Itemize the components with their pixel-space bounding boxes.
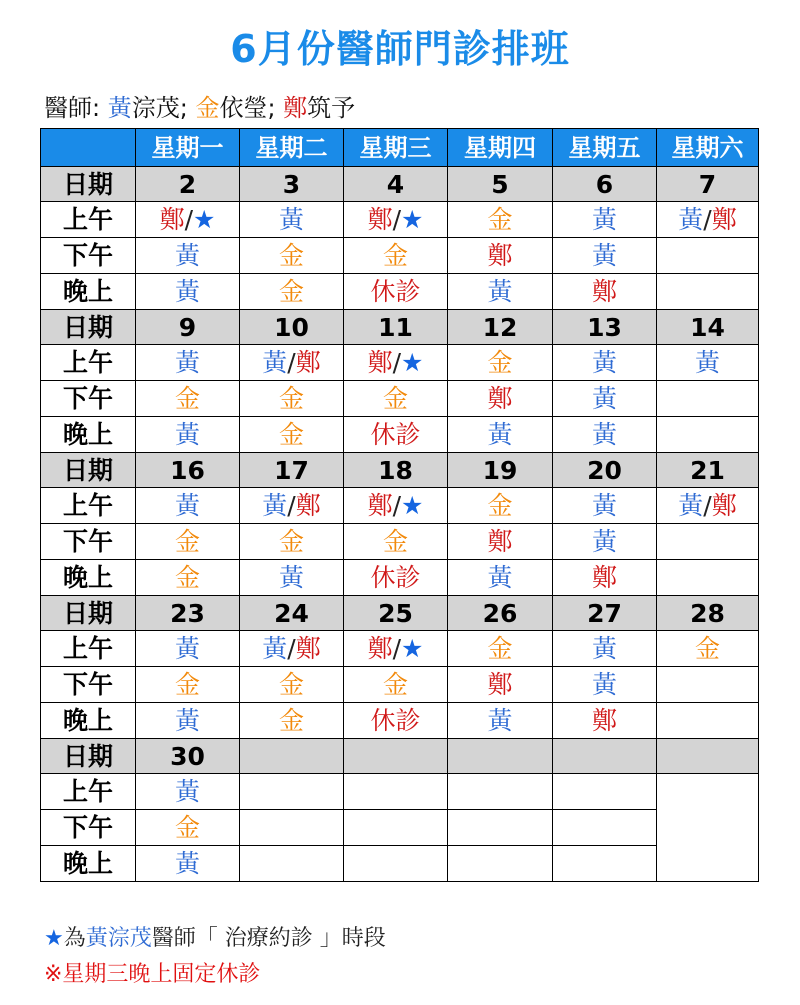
schedule-cell: [553, 524, 657, 560]
row-label: 下午: [41, 810, 136, 846]
date-cell: 16: [136, 453, 240, 488]
date-row: [41, 739, 759, 774]
schedule-cell: [553, 345, 657, 381]
weekday-header: 星期三: [344, 129, 448, 167]
page-title: 6月份醫師門診排班: [230, 27, 570, 71]
date-row: [41, 453, 759, 488]
schedule-cell: [240, 488, 344, 524]
doctor-mark: 鄭: [591, 277, 617, 306]
doctor-mark: 黃: [591, 670, 617, 699]
row-label: 日期: [41, 739, 136, 774]
schedule-cell: [553, 381, 657, 417]
doctor-mark: 黃: [174, 420, 200, 449]
doctor-mark: 休診: [370, 277, 421, 306]
row-label: 晚上: [41, 703, 136, 739]
doctor-mark: 黃: [262, 491, 288, 520]
schedule-cell: [448, 238, 553, 274]
schedule-cell: [136, 703, 240, 739]
slot-row-eve: [41, 274, 759, 310]
doctor-mark: 鄭: [487, 384, 513, 413]
doctor-mark: 黃: [678, 491, 704, 520]
doctor-zheng-mark: 鄭: [283, 94, 308, 122]
schedule-cell: [657, 560, 759, 596]
schedule-cell: [448, 560, 553, 596]
schedule-cell: [136, 417, 240, 453]
schedule-cell: [344, 238, 448, 274]
slash-separator: /: [703, 491, 712, 520]
doctor-mark: 黃: [694, 348, 720, 377]
doctor-mark: 金: [382, 670, 408, 699]
doctor-mark: 金: [174, 527, 200, 556]
row-label: 日期: [41, 596, 136, 631]
doctor-jin-name: 依瑩: [219, 94, 268, 122]
schedule-body: [41, 167, 759, 882]
slash-separator: /: [392, 205, 402, 234]
weekday-header: 星期二: [240, 129, 344, 167]
doctor-mark: 黃: [487, 420, 513, 449]
doctor-mark: 黃: [591, 634, 617, 663]
date-cell: 27: [553, 596, 657, 631]
schedule-cell: [136, 345, 240, 381]
schedule-cell: [553, 846, 657, 882]
slot-row-am: [41, 345, 759, 381]
schedule-cell: [553, 274, 657, 310]
date-cell: [657, 739, 759, 774]
row-label: 下午: [41, 238, 136, 274]
date-cell: 18: [344, 453, 448, 488]
footer-note-pre: 為: [63, 926, 86, 951]
schedule-cell: [657, 703, 759, 739]
schedule-cell: [344, 667, 448, 703]
doctor-jin-mark: 金: [195, 94, 220, 122]
schedule-cell: [448, 774, 553, 810]
row-label: 上午: [41, 202, 136, 238]
schedule-cell: [553, 774, 657, 810]
doctor-mark: 鄭: [487, 241, 513, 270]
schedule-cell: [448, 703, 553, 739]
doctor-mark: 金: [382, 527, 408, 556]
doctor-mark: 金: [487, 348, 513, 377]
weekday-header: 星期一: [136, 129, 240, 167]
doctor-mark: 休診: [370, 420, 421, 449]
schedule-cell: [448, 810, 553, 846]
doctor-mark: 黃: [591, 527, 617, 556]
row-label: 晚上: [41, 560, 136, 596]
doctor-legend: [44, 88, 355, 123]
slash-separator: /: [392, 491, 402, 520]
slot-row-eve: [41, 703, 759, 739]
doctor-mark: 鄭: [367, 634, 393, 663]
schedule-cell: [448, 345, 553, 381]
schedule-cell: [240, 810, 344, 846]
doctor-legend-sep: ;: [179, 94, 196, 122]
schedule-cell: [657, 774, 759, 882]
doctor-mark: 金: [382, 384, 408, 413]
footer-note-treatment: [44, 921, 386, 952]
date-cell: 21: [657, 453, 759, 488]
doctor-mark: 休診: [370, 563, 421, 592]
schedule-cell: [657, 238, 759, 274]
doctor-mark: 鄭: [367, 205, 393, 234]
row-label: 上午: [41, 345, 136, 381]
doctor-mark: 金: [278, 420, 304, 449]
date-cell: 2: [136, 167, 240, 202]
slash-separator: /: [392, 348, 402, 377]
schedule-cell: [553, 810, 657, 846]
schedule-cell: [448, 417, 553, 453]
weekday-header: 星期四: [448, 129, 553, 167]
schedule-cell: [240, 274, 344, 310]
doctor-mark: 金: [174, 384, 200, 413]
schedule-cell: [657, 381, 759, 417]
schedule-cell: [240, 524, 344, 560]
row-label: 上午: [41, 488, 136, 524]
doctor-mark: 黃: [174, 277, 200, 306]
schedule-cell: [136, 274, 240, 310]
row-label: 上午: [41, 774, 136, 810]
schedule-cell: [657, 524, 759, 560]
schedule-cell: [344, 417, 448, 453]
date-cell: 10: [240, 310, 344, 345]
date-cell: 23: [136, 596, 240, 631]
schedule-cell: [448, 846, 553, 882]
date-row: [41, 167, 759, 202]
doctor-mark: 金: [487, 634, 513, 663]
schedule-cell: [344, 774, 448, 810]
slot-row-eve: [41, 846, 759, 882]
slot-row-pm: [41, 667, 759, 703]
doctor-huang-mark: 黃: [107, 94, 132, 122]
schedule-cell: [240, 846, 344, 882]
schedule-cell: [657, 345, 759, 381]
doctor-mark: 鄭: [295, 634, 321, 663]
footer-note-closed: ※星期三晚上固定休診: [44, 962, 261, 987]
schedule-cell: [344, 560, 448, 596]
date-cell: 4: [344, 167, 448, 202]
schedule-cell: [344, 345, 448, 381]
schedule-cell: [344, 274, 448, 310]
schedule-cell: [240, 238, 344, 274]
doctor-mark: 黃: [278, 205, 304, 234]
doctor-mark: 黃: [174, 491, 200, 520]
doctor-mark: 休診: [370, 706, 421, 735]
slot-row-am: [41, 631, 759, 667]
schedule-cell: [240, 667, 344, 703]
doctor-mark: 金: [174, 563, 200, 592]
schedule-cell: [136, 631, 240, 667]
date-cell: 3: [240, 167, 344, 202]
doctor-mark: 金: [487, 205, 513, 234]
doctor-mark: 金: [382, 241, 408, 270]
star-icon: ★: [401, 205, 424, 234]
doctor-mark: 金: [278, 384, 304, 413]
schedule-cell: [240, 703, 344, 739]
schedule-cell: [136, 488, 240, 524]
schedule-cell: [657, 667, 759, 703]
doctor-mark: 金: [278, 706, 304, 735]
slot-row-eve: [41, 560, 759, 596]
star-icon: ★: [401, 348, 424, 377]
slash-separator: /: [287, 491, 296, 520]
date-cell: 20: [553, 453, 657, 488]
weekday-header: 星期五: [553, 129, 657, 167]
schedule-cell: [657, 274, 759, 310]
doctor-mark: 黃: [174, 634, 200, 663]
date-cell: 14: [657, 310, 759, 345]
doctor-mark: 黃: [487, 706, 513, 735]
doctor-mark: 黃: [487, 277, 513, 306]
slot-row-pm: [41, 524, 759, 560]
corner-header-cell: [41, 129, 136, 167]
schedule-cell: [553, 488, 657, 524]
row-label: 日期: [41, 453, 136, 488]
doctor-mark: 金: [278, 277, 304, 306]
doctor-mark: 黃: [174, 241, 200, 270]
row-label: 下午: [41, 524, 136, 560]
schedule-cell: [448, 631, 553, 667]
schedule-cell: [240, 202, 344, 238]
slot-row-pm: [41, 381, 759, 417]
schedule-cell: [344, 810, 448, 846]
schedule-cell: [344, 846, 448, 882]
row-label: 晚上: [41, 846, 136, 882]
schedule-cell: [240, 560, 344, 596]
schedule-cell: [448, 381, 553, 417]
date-cell: 7: [657, 167, 759, 202]
schedule-cell: [136, 846, 240, 882]
schedule-cell: [553, 703, 657, 739]
slot-row-am: [41, 488, 759, 524]
doctor-mark: 金: [694, 634, 720, 663]
date-cell: 19: [448, 453, 553, 488]
date-cell: [240, 739, 344, 774]
row-label: 上午: [41, 631, 136, 667]
schedule-cell: [344, 202, 448, 238]
schedule-cell: [553, 202, 657, 238]
doctor-mark: 鄭: [487, 527, 513, 556]
date-row: [41, 596, 759, 631]
schedule-cell: [448, 667, 553, 703]
date-row: [41, 310, 759, 345]
date-cell: 28: [657, 596, 759, 631]
slot-row-am: [41, 202, 759, 238]
doctor-mark: 鄭: [159, 205, 185, 234]
doctor-mark: 鄭: [295, 348, 321, 377]
slash-separator: /: [392, 634, 402, 663]
date-cell: [553, 739, 657, 774]
doctor-mark: 鄭: [487, 670, 513, 699]
schedule-cell: [136, 381, 240, 417]
date-cell: 17: [240, 453, 344, 488]
date-cell: 5: [448, 167, 553, 202]
schedule-cell: [240, 774, 344, 810]
schedule-cell: [344, 524, 448, 560]
doctor-mark: 金: [487, 491, 513, 520]
schedule-cell: [553, 667, 657, 703]
date-cell: 25: [344, 596, 448, 631]
doctor-mark: 金: [278, 241, 304, 270]
schedule-cell: [448, 202, 553, 238]
schedule-cell: [657, 488, 759, 524]
schedule-cell: [136, 202, 240, 238]
schedule-cell: [344, 488, 448, 524]
doctor-mark: 鄭: [591, 563, 617, 592]
doctor-mark: 黃: [678, 205, 704, 234]
date-cell: 9: [136, 310, 240, 345]
schedule-cell: [136, 810, 240, 846]
doctor-mark: 黃: [262, 348, 288, 377]
schedule-cell: [448, 274, 553, 310]
doctor-mark: 黃: [174, 706, 200, 735]
row-label: 晚上: [41, 274, 136, 310]
doctor-huang-name: 淙茂: [131, 94, 180, 122]
doctor-mark: 黃: [591, 491, 617, 520]
doctor-mark: 黃: [591, 241, 617, 270]
slash-separator: /: [703, 205, 712, 234]
doctor-mark: 金: [278, 527, 304, 556]
doctor-mark: 黃: [487, 563, 513, 592]
slash-separator: /: [287, 634, 296, 663]
date-cell: 11: [344, 310, 448, 345]
schedule-cell: [657, 417, 759, 453]
slash-separator: /: [287, 348, 296, 377]
star-icon: ★: [401, 634, 424, 663]
row-label: 晚上: [41, 417, 136, 453]
schedule-cell: [136, 238, 240, 274]
doctor-mark: 鄭: [367, 348, 393, 377]
row-label: 下午: [41, 667, 136, 703]
date-cell: 26: [448, 596, 553, 631]
doctor-mark: 鄭: [711, 491, 737, 520]
row-label: 日期: [41, 167, 136, 202]
slot-row-pm: [41, 810, 759, 846]
doctor-mark: 黃: [262, 634, 288, 663]
doctor-mark: 金: [174, 813, 200, 842]
doctor-mark: 鄭: [591, 706, 617, 735]
row-label: 下午: [41, 381, 136, 417]
slot-row-eve: [41, 417, 759, 453]
doctor-mark: 鄭: [295, 491, 321, 520]
schedule-table: [40, 128, 759, 882]
schedule-cell: [448, 488, 553, 524]
doctor-mark: 鄭: [711, 205, 737, 234]
schedule-cell: [657, 202, 759, 238]
slot-row-am: [41, 774, 759, 810]
date-cell: 30: [136, 739, 240, 774]
doctor-mark: 金: [278, 670, 304, 699]
schedule-cell: [136, 774, 240, 810]
schedule-cell: [136, 560, 240, 596]
slot-row-pm: [41, 238, 759, 274]
schedule-cell: [553, 631, 657, 667]
doctor-mark: 黃: [174, 849, 200, 878]
date-cell: [448, 739, 553, 774]
doctor-mark: 鄭: [367, 491, 393, 520]
doctor-legend-prefix: 醫師:: [44, 94, 108, 122]
schedule-cell: [240, 345, 344, 381]
doctor-mark: 黃: [591, 205, 617, 234]
schedule-cell: [553, 238, 657, 274]
star-icon: ★: [401, 491, 424, 520]
doctor-zheng-name: 筑予: [307, 94, 356, 122]
doctor-mark: 黃: [278, 563, 304, 592]
weekday-header-row: [41, 129, 759, 167]
doctor-mark: 黃: [591, 348, 617, 377]
schedule-cell: [448, 524, 553, 560]
slash-separator: /: [184, 205, 194, 234]
schedule-cell: [344, 703, 448, 739]
date-cell: 24: [240, 596, 344, 631]
date-cell: 13: [553, 310, 657, 345]
doctor-legend-sep: ;: [267, 94, 284, 122]
doctor-mark: 金: [174, 670, 200, 699]
schedule-cell: [553, 417, 657, 453]
footer-note-doctor-name: 黃淙茂: [85, 926, 152, 951]
doctor-mark: 黃: [591, 384, 617, 413]
date-cell: [344, 739, 448, 774]
schedule-cell: [657, 631, 759, 667]
doctor-mark: 黃: [174, 348, 200, 377]
weekday-header: 星期六: [657, 129, 759, 167]
schedule-cell: [344, 381, 448, 417]
schedule-cell: [240, 417, 344, 453]
schedule-cell: [553, 560, 657, 596]
row-label: 日期: [41, 310, 136, 345]
star-icon: ★: [44, 926, 64, 951]
date-cell: 12: [448, 310, 553, 345]
date-cell: 6: [553, 167, 657, 202]
footer-note-post: 醫師「 治療約診 」時段: [151, 926, 386, 951]
doctor-mark: 黃: [174, 777, 200, 806]
schedule-cell: [240, 631, 344, 667]
schedule-cell: [136, 667, 240, 703]
schedule-cell: [136, 524, 240, 560]
schedule-cell: [344, 631, 448, 667]
schedule-cell: [240, 381, 344, 417]
doctor-mark: 黃: [591, 420, 617, 449]
star-icon: ★: [193, 205, 216, 234]
